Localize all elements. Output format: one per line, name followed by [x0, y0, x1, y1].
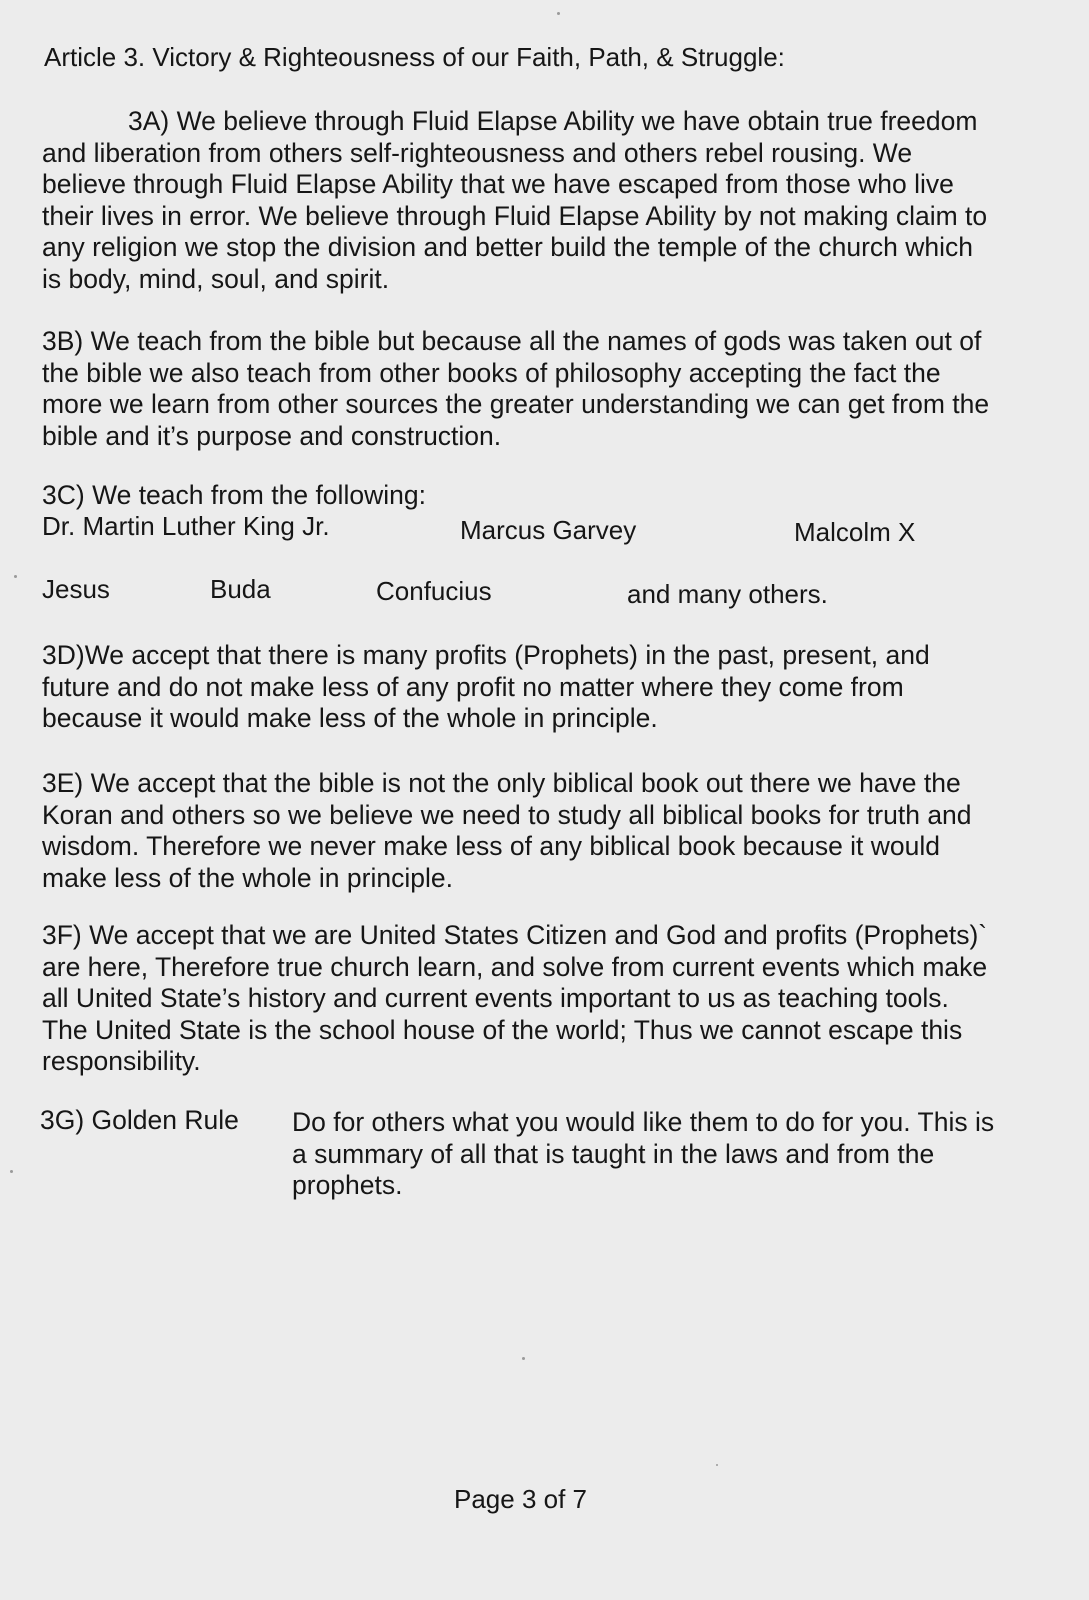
- teacher-name: Jesus: [42, 574, 110, 604]
- section-3e-line: Koran and others so we believe we need to study all biblical books for truth and: [42, 799, 972, 830]
- golden-rule-line: Do for others what you would like them to do for you. This is: [292, 1107, 995, 1137]
- section-3e: [42, 768, 1042, 894]
- section-3f-line: The United State is the school house of the world; Thus we cannot escape this: [42, 1014, 963, 1045]
- section-3f-line: responsibility.: [42, 1046, 201, 1076]
- section-3d-line: 3D)We accept that there is many profits (Prophets) in the past, present, and: [42, 640, 930, 670]
- scan-speck: [10, 1170, 13, 1173]
- golden-rule-label: 3G) Golden Rule: [40, 1105, 239, 1135]
- section-3a-line: is body, mind, soul, and spirit.: [42, 263, 390, 294]
- section-3f-line: all United State’s history and current events important to us as teaching tools.: [42, 983, 949, 1013]
- section-3b-line: 3B) We teach from the bible but because all the names of gods was taken out of: [42, 326, 982, 356]
- golden-rule-line: prophets.: [292, 1170, 403, 1200]
- scan-speck: [14, 575, 17, 578]
- section-3c-intro: 3C) We teach from the following:: [42, 480, 426, 510]
- section-3c-names-row: [0, 511, 1089, 547]
- scan-speck: [522, 1357, 525, 1360]
- section-3d: [42, 640, 1042, 735]
- section-3f-line: are here, Therefore true church learn, and solve from current events which make: [42, 951, 988, 982]
- section-3a-line: their lives in error. We believe through Fluid Elapse Ability by not making claim to: [42, 200, 988, 231]
- section-3a-line: and liberation from others self-righteousness and others rebel rousing. We: [42, 137, 913, 168]
- teacher-name: and many others.: [627, 579, 828, 609]
- teacher-name: Buda: [210, 574, 271, 604]
- section-3f: [42, 920, 1042, 1078]
- scan-speck: [557, 12, 560, 15]
- section-3e-line: 3E) We accept that the bible is not the only biblical book out there we have the: [42, 768, 961, 798]
- teacher-name: Malcolm X: [794, 517, 916, 547]
- section-3b: [42, 326, 1042, 452]
- golden-rule-text: [292, 1107, 1052, 1202]
- scan-speck: [716, 1464, 718, 1466]
- article-heading: Article 3. Victory & Righteousness of our Faith, Path, & Struggle:: [44, 42, 785, 72]
- section-3a-line: 3A) We believe through Fluid Elapse Ability we have obtain true freedom: [128, 106, 978, 136]
- teacher-name: Confucius: [376, 576, 492, 606]
- section-3b-line: bible and it’s purpose and construction.: [42, 420, 502, 451]
- section-3e-line: wisdom. Therefore we never make less of any biblical book because it would: [42, 831, 941, 861]
- section-3a: [42, 106, 1042, 295]
- section-3c-names-row: [0, 574, 1089, 609]
- page-number: Page 3 of 7: [454, 1484, 587, 1514]
- section-3e-line: make less of the whole in principle.: [42, 862, 453, 893]
- teacher-name: Dr. Martin Luther King Jr.: [42, 511, 330, 541]
- section-3b-line: more we learn from other sources the greater understanding we can get from the: [42, 389, 990, 419]
- section-3d-line: future and do not make less of any profit no matter where they come from: [42, 671, 904, 702]
- teacher-name: Marcus Garvey: [460, 515, 637, 545]
- section-3a-line: believe through Fluid Elapse Ability that we have escaped from those who live: [42, 169, 954, 199]
- section-3a-line: any religion we stop the division and better build the temple of the church which: [42, 232, 973, 262]
- section-3b-line: the bible we also teach from other books of philosophy accepting the fact the: [42, 357, 941, 388]
- golden-rule-line: a summary of all that is taught in the laws and from the: [292, 1138, 935, 1169]
- section-3d-line: because it would make less of the whole in principle.: [42, 703, 658, 733]
- section-3f-line: 3F) We accept that we are United States Citizen and God and profits (Prophets)`: [42, 920, 988, 950]
